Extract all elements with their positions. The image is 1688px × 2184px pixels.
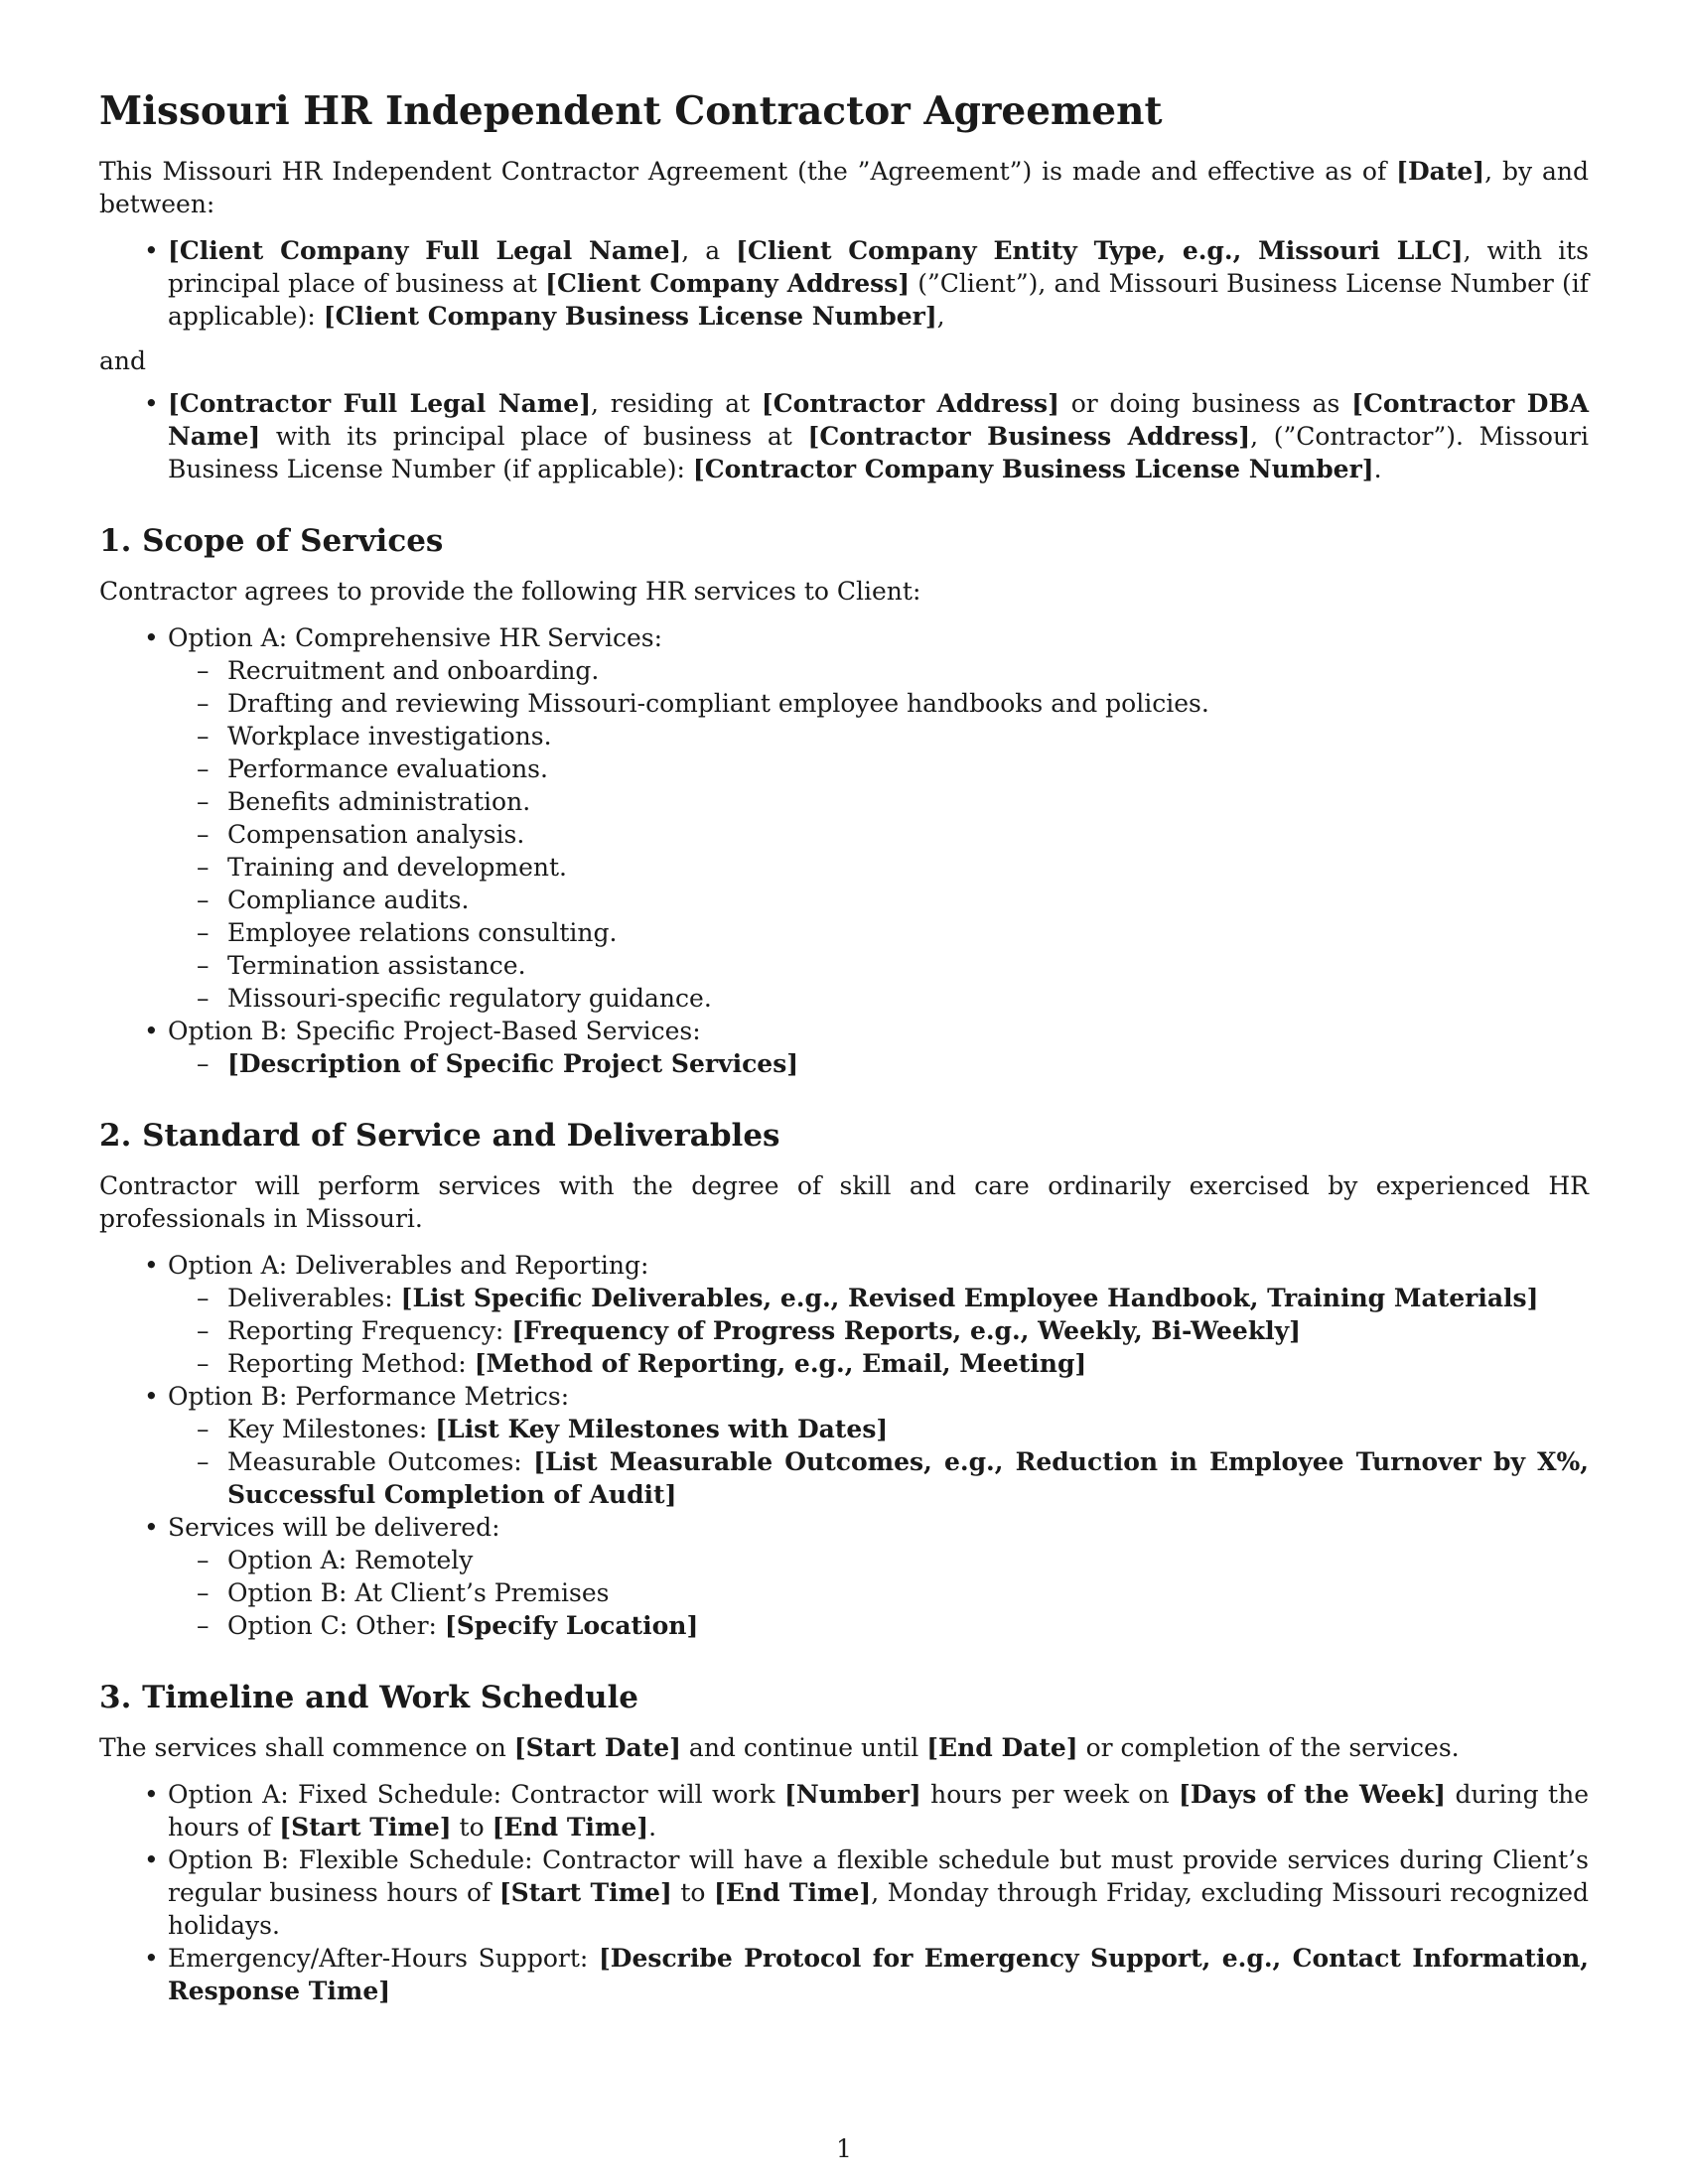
contractor-party-list <box>99 387 1589 485</box>
intro-text-post: , by and between: <box>99 157 1589 218</box>
flex-text-mid: to <box>671 1878 715 1907</box>
list-item: – Missouri-specific regulatory guidance. <box>227 982 1589 1015</box>
flex-start-time-placeholder: [Start Time] <box>498 1878 672 1907</box>
list-item: – Option A: Remotely <box>227 1544 1589 1576</box>
delivery-location-list <box>168 1544 1589 1642</box>
client-text-3: (”Client”), and Missouri Business License Number (if applicable): <box>168 269 1589 331</box>
client-license-placeholder: [Client Company Business License Number] <box>323 302 937 331</box>
fixed-text-mid-3: to <box>451 1813 492 1842</box>
method-label: Reporting Method: <box>227 1349 475 1378</box>
list-item <box>227 1347 1589 1380</box>
milestones-placeholder: [List Key Milestones with Dates] <box>435 1415 889 1443</box>
delivery-location-label: Services will be delivered: <box>168 1513 500 1542</box>
metrics-option-b-list <box>168 1413 1589 1511</box>
outcomes-placeholder: [List Measurable Outcomes, e.g., Reduction in Employee Turnover by X%, Successful Completion of Audit] <box>227 1447 1589 1509</box>
list-item <box>227 1445 1589 1511</box>
contractor-business-address-placeholder: [Contractor Business Address] <box>807 422 1251 451</box>
frequency-label: Reporting Frequency: <box>227 1316 512 1345</box>
section-1-options <box>99 621 1589 1080</box>
scope-option-a-label: Option A: Comprehensive HR Services: <box>168 623 662 652</box>
contractor-text-5: . <box>1373 455 1382 483</box>
start-date-placeholder: [Start Date] <box>513 1733 681 1762</box>
section-2-options <box>99 1249 1589 1642</box>
fixed-start-time-placeholder: [Start Time] <box>279 1813 452 1842</box>
fixed-text-pre: Option A: Fixed Schedule: Contractor will work <box>168 1780 785 1809</box>
contractor-text-4: , (”Contractor”). Missouri Business License Number (if applicable): <box>168 422 1589 483</box>
section-3-options <box>99 1778 1589 2007</box>
fixed-text-mid-1: hours per week on <box>920 1780 1180 1809</box>
section-2-intro: Contractor will perform services with the degree of skill and care ordinarily exercised by experienced HR professionals in Missouri. <box>99 1171 1589 1233</box>
location-placeholder: [Specify Location] <box>444 1611 699 1640</box>
deliverables-option-a-label: Option A: Deliverables and Reporting: <box>168 1251 649 1280</box>
timeline-text-post: or completion of the services. <box>1077 1733 1460 1762</box>
end-date-placeholder: [End Date] <box>926 1733 1078 1762</box>
list-item: – Recruitment and onboarding. <box>227 654 1589 687</box>
contractor-license-placeholder: [Contractor Company Business License Number] <box>692 455 1374 483</box>
intro-paragraph <box>99 155 1589 220</box>
contractor-text-1: , residing at <box>591 389 762 418</box>
flex-text-pre: Option B: Flexible Schedule: Contractor will have a flexible schedule but must provide services during Client’s regular business hours of <box>168 1845 1589 1907</box>
intro-date-placeholder: [Date] <box>1396 157 1485 186</box>
frequency-placeholder: [Frequency of Progress Reports, e.g., Weekly, Bi-Weekly] <box>511 1316 1302 1345</box>
deliverables-option-a <box>168 1249 1589 1380</box>
section-1-heading: 1. Scope of Services <box>99 523 444 559</box>
deliverables-placeholder: [List Specific Deliverables, e.g., Revised Employee Handbook, Training Materials] <box>400 1284 1539 1312</box>
outcomes-label: Measurable Outcomes: <box>227 1447 534 1476</box>
deliverables-option-a-list <box>168 1282 1589 1380</box>
list-item <box>227 1609 1589 1642</box>
emergency-label: Emergency/After-Hours Support: <box>168 1944 599 1973</box>
list-item <box>227 1413 1589 1445</box>
page-number: 1 <box>836 2134 852 2163</box>
document-title: Missouri HR Independent Contractor Agreement <box>99 88 1163 134</box>
list-item: – Drafting and reviewing Missouri-compliant employee handbooks and policies. <box>227 687 1589 720</box>
list-item: – Benefits administration. <box>227 785 1589 818</box>
list-item <box>227 1314 1589 1347</box>
section-1-intro: Contractor agrees to provide the following HR services to Client: <box>99 577 921 606</box>
delivery-other-label: Option C: Other: <box>227 1611 445 1640</box>
section-2-heading: 2. Standard of Service and Deliverables <box>99 1118 780 1154</box>
milestones-label: Key Milestones: <box>227 1415 436 1443</box>
emergency-support-option <box>168 1942 1589 2007</box>
hours-number-placeholder: [Number] <box>784 1780 921 1809</box>
intro-text-pre: This Missouri HR Independent Contractor Agreement (the ”Agreement”) is made and effective as of <box>99 157 1397 186</box>
flex-text-post: , Monday through Friday, excluding Missouri recognized holidays. <box>168 1878 1590 1940</box>
deliverables-label: Deliverables: <box>227 1284 401 1312</box>
list-item: – Option B: At Client’s Premises <box>227 1576 1589 1609</box>
contractor-party-item <box>168 387 1589 485</box>
delivery-location <box>168 1511 1589 1642</box>
metrics-option-b <box>168 1380 1589 1511</box>
list-item: – Employee relations consulting. <box>227 916 1589 949</box>
fixed-text-mid-2: during the hours of <box>168 1780 1590 1842</box>
client-name-placeholder: [Client Company Full Legal Name] <box>168 236 682 265</box>
client-entity-placeholder: [Client Company Entity Type, e.g., Missouri LLC] <box>736 236 1464 265</box>
client-address-placeholder: [Client Company Address] <box>545 269 911 298</box>
contractor-name-placeholder: [Contractor Full Legal Name] <box>168 389 592 418</box>
list-item: – Training and development. <box>227 851 1589 884</box>
contractor-text-2: or doing business as <box>1058 389 1352 418</box>
fixed-schedule-option <box>168 1778 1589 1843</box>
timeline-text-pre: The services shall commence on <box>99 1733 514 1762</box>
client-text-1: , a <box>681 236 737 265</box>
section-3-heading: 3. Timeline and Work Schedule <box>99 1680 639 1715</box>
flex-end-time-placeholder: [End Time] <box>714 1878 872 1907</box>
fixed-end-time-placeholder: [End Time] <box>492 1813 649 1842</box>
flexible-schedule-option <box>168 1843 1589 1942</box>
client-text-4: , <box>936 302 945 331</box>
client-text-2: , with its principal place of business at <box>168 236 1589 298</box>
and-connector: and <box>99 346 147 375</box>
metrics-option-b-label: Option B: Performance Metrics: <box>168 1382 570 1411</box>
emergency-protocol-placeholder: [Describe Protocol for Emergency Support, e.g., Contact Information, Response Time] <box>168 1944 1589 2005</box>
days-of-week-placeholder: [Days of the Week] <box>1179 1780 1447 1809</box>
contractor-address-placeholder: [Contractor Address] <box>761 389 1059 418</box>
list-item: – Performance evaluations. <box>227 752 1589 785</box>
document-page <box>99 87 1589 2019</box>
list-item: – Termination assistance. <box>227 949 1589 982</box>
scope-option-a-list <box>168 654 1589 1015</box>
client-party-list <box>99 234 1589 333</box>
client-party-item <box>168 234 1589 333</box>
scope-option-b-list <box>168 1047 1589 1080</box>
scope-option-b-label: Option B: Specific Project-Based Services: <box>168 1017 701 1045</box>
section-3-intro <box>99 1731 1589 1764</box>
list-item <box>227 1047 1589 1080</box>
method-placeholder: [Method of Reporting, e.g., Email, Meeting] <box>474 1349 1087 1378</box>
scope-option-a <box>168 621 1589 1015</box>
list-item <box>227 1282 1589 1314</box>
contractor-text-3: with its principal place of business at <box>260 422 808 451</box>
contractor-dba-placeholder: [Contractor DBA Name] <box>168 389 1589 451</box>
list-item: – Workplace investigations. <box>227 720 1589 752</box>
list-item: – Compensation analysis. <box>227 818 1589 851</box>
fixed-text-post: . <box>648 1813 657 1842</box>
scope-option-b <box>168 1015 1589 1080</box>
project-services-placeholder: [Description of Specific Project Services] <box>227 1049 799 1078</box>
timeline-text-mid: and continue until <box>680 1733 927 1762</box>
list-item: – Compliance audits. <box>227 884 1589 916</box>
